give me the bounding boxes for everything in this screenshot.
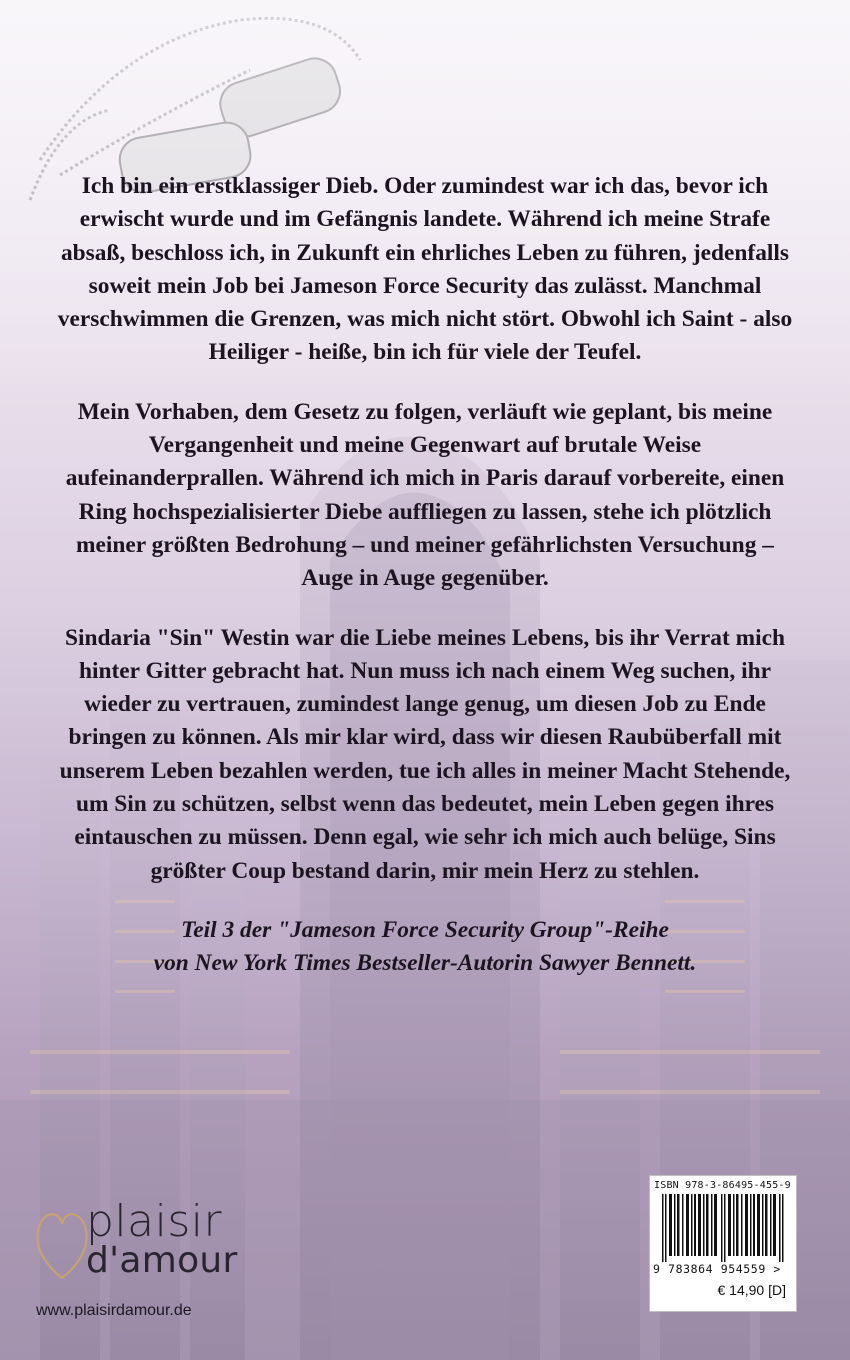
isbn-number: ISBN 978-3-86495-455-9 [654,1180,791,1191]
logo-text-plaisir: plaisir [86,1196,223,1247]
series-info [55,914,795,981]
price-label: € 14,90 [D] [717,1282,786,1298]
publisher-website[interactable]: www.plaisirdamour.de [36,1302,192,1319]
series-line-1: Teil 3 der "Jameson Force Security Group"-Reihe [181,916,669,943]
publisher-logo [32,1190,252,1300]
logo-text-damour: d'amour [86,1240,238,1281]
back-cover-blurb [55,170,795,981]
isbn-barcode [649,1175,797,1312]
blurb-paragraph-2: Mein Vorhaben, dem Gesetz zu folgen, verläuft wie geplant, bis meine Vergangenheit und meine Gegenwart auf brutale Weise aufeinanderprallen. Während ich mich in Paris darauf vorbereite, einen Ring hochspezialisierter Diebe auffliegen zu lassen, stehe ich plötzlich meiner größten Bedrohung – und meiner gefährlichsten Versuchung – Auge in Auge gegenüber. [65,398,785,592]
barcode-bars [662,1194,784,1262]
heart-icon [32,1198,92,1288]
barcode-digits: 9 783864 954559 > [653,1262,781,1276]
series-line-2: von New York Times Bestseller-Autorin Sawyer Bennett. [153,950,697,977]
blurb-paragraph-3: Sindaria "Sin" Westin war die Liebe meines Lebens, bis ihr Verrat mich hinter Gitter gebracht hat. Nun muss ich nach einem Weg suchen, ihr wieder zu vertrauen, zumindest lange genug, um diesen Job zu Ende bringen zu können. Als mir klar wird, dass wir diesen Raubüberfall mit unserem Leben bezahlen werden, tue ich alles in meiner Macht Stehende, um Sin zu schützen, selbst wenn das bedeutet, mein Leben gegen ihres eintauschen zu müssen. Denn egal, wie sehr ich mich auch belüge, Sins größter Coup bestand darin, mir mein Herz zu stehlen. [59,624,791,884]
blurb-paragraph-1: Ich bin ein erstklassiger Dieb. Oder zumindest war ich das, bevor ich erwischt wurde und im Gefängnis landete. Während ich meine Strafe absaß, beschloss ich, in Zukunft ein ehrliches Leben zu führen, jedenfalls soweit mein Job bei Jameson Force Security das zulässt. Manchmal verschwimmen die Grenzen, was mich nicht stört. Obwohl ich Saint - also Heiliger - heiße, bin ich für viele der Teufel. [57,173,793,366]
